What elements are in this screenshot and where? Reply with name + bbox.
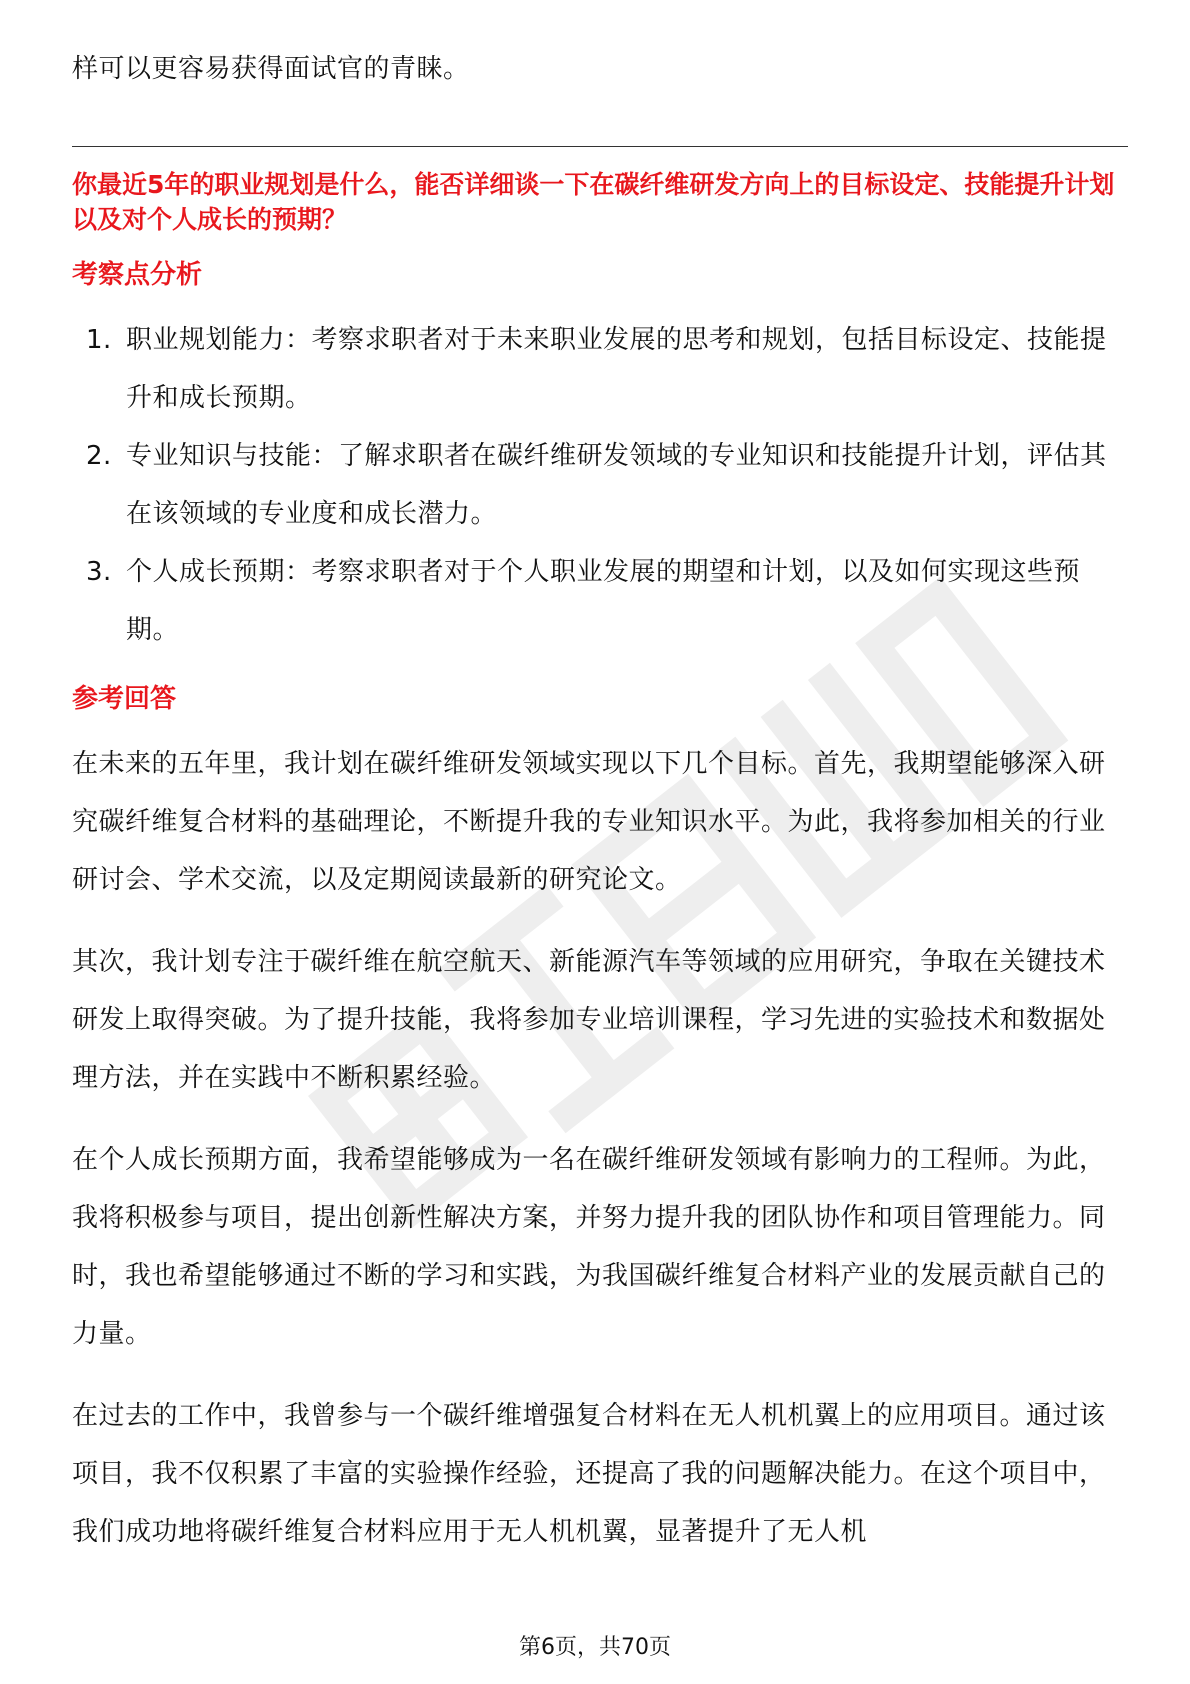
question-title: 你最近5年的职业规划是什么，能否详细谈一下在碳纤维研发方向上的目标设定、技能提升计划以及对个人成长的预期？ <box>72 170 1115 234</box>
list-item-text: 专业知识与技能：了解求职者在碳纤维研发领域的专业知识和技能提升计划，评估其在该领域的专业度和成长潜力。 <box>126 441 1107 529</box>
page-number: 第6页，共70页 <box>519 1635 671 1660</box>
analysis-list <box>72 311 1128 659</box>
list-item-text: 职业规划能力：考察求职者对于未来职业发展的思考和规划，包括目标设定、技能提升和成长预期。 <box>126 325 1107 413</box>
list-item-number: 1. <box>86 325 112 355</box>
list-item-text: 个人成长预期：考察求职者对于个人职业发展的期望和计划，以及如何实现这些预期。 <box>126 557 1081 645</box>
list-item-number: 3. <box>86 557 112 587</box>
list-item <box>72 427 1128 543</box>
answer-paragraph: 其次，我计划专注于碳纤维在航空航天、新能源汽车等领域的应用研究，争取在关键技术研发上取得突破。为了提升技能，我将参加专业培训课程，学习先进的实验技术和数据处理方法，并在实践中不断积累经验。 <box>72 947 1106 1093</box>
answer-paragraph: 在未来的五年里，我计划在碳纤维研发领域实现以下几个目标。首先，我期望能够深入研究碳纤维复合材料的基础理论，不断提升我的专业知识水平。为此，我将参加相关的行业研讨会、学术交流，以及定期阅读最新的研究论文。 <box>72 749 1106 895</box>
section-divider <box>72 146 1128 147</box>
answer-heading: 参考回答 <box>72 684 177 714</box>
list-item <box>72 311 1128 427</box>
list-item <box>72 543 1128 659</box>
continuation-text: 样可以更容易获得面试官的青睐。 <box>72 54 470 84</box>
analysis-heading: 考察点分析 <box>72 260 203 290</box>
answer-paragraph: 在过去的工作中，我曾参与一个碳纤维增强复合材料在无人机机翼上的应用项目。通过该项目，我不仅积累了丰富的实验操作经验，还提高了我的问题解决能力。在这个项目中，我们成功地将碳纤维复合材料应用于无人机机翼，显著提升了无人机 <box>72 1401 1106 1547</box>
answer-paragraph: 在个人成长预期方面，我希望能够成为一名在碳纤维研发领域有影响力的工程师。为此，我将积极参与项目，提出创新性解决方案，并努力提升我的团队协作和项目管理能力。同时，我也希望能够通过不断的学习和实践，为我国碳纤维复合材料产业的发展贡献自己的力量。 <box>72 1145 1106 1349</box>
list-item-number: 2. <box>86 441 112 471</box>
document-page <box>72 40 1128 1561</box>
